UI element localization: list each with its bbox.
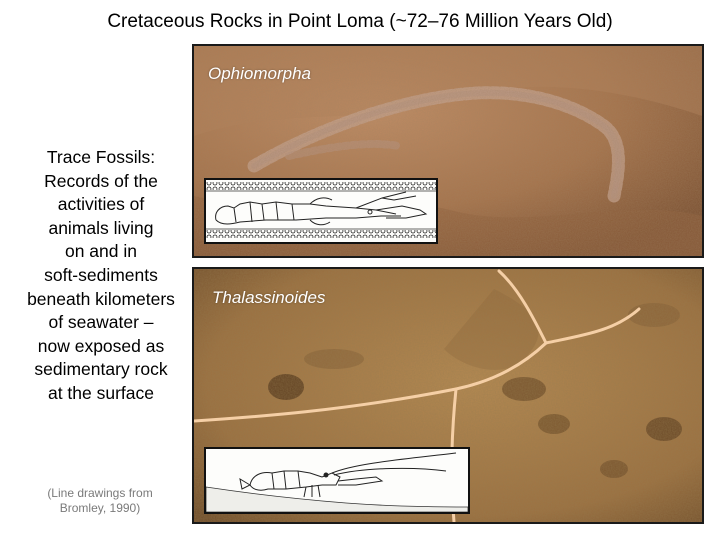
slide-title: Cretaceous Rocks in Point Loma (~72–76 Million Years Old) bbox=[107, 11, 613, 32]
description-line: soft-sediments bbox=[44, 264, 158, 285]
description-line: of seawater – bbox=[48, 312, 154, 333]
ophiomorpha-line-drawing bbox=[204, 178, 438, 244]
thalassinoides-line-drawing bbox=[204, 447, 470, 514]
shrimp-on-sediment-drawing bbox=[206, 449, 468, 512]
description-line: activities of bbox=[57, 194, 145, 215]
trace-fossil-description bbox=[6, 146, 196, 406]
image-credit bbox=[20, 486, 180, 516]
credit-line: Bromley, 1990) bbox=[59, 501, 141, 515]
ophiomorpha-photo bbox=[192, 44, 704, 258]
description-line: animals living bbox=[48, 217, 154, 238]
description-line: Records of the bbox=[44, 170, 158, 191]
thalassinoides-label: Thalassinoides bbox=[212, 288, 326, 307]
description-line: beneath kilometers bbox=[27, 288, 175, 309]
thalassinoides-photo bbox=[192, 267, 704, 524]
description-line: on and in bbox=[64, 241, 137, 262]
description-line: at the surface bbox=[47, 382, 155, 403]
shrimp-in-burrow-drawing bbox=[206, 180, 436, 242]
credit-line: (Line drawings from bbox=[47, 486, 153, 500]
description-line: Trace Fossils: bbox=[46, 147, 156, 167]
description-line: sedimentary rock bbox=[34, 359, 168, 380]
description-line: now exposed as bbox=[37, 335, 165, 356]
ophiomorpha-label: Ophiomorpha bbox=[208, 64, 312, 83]
